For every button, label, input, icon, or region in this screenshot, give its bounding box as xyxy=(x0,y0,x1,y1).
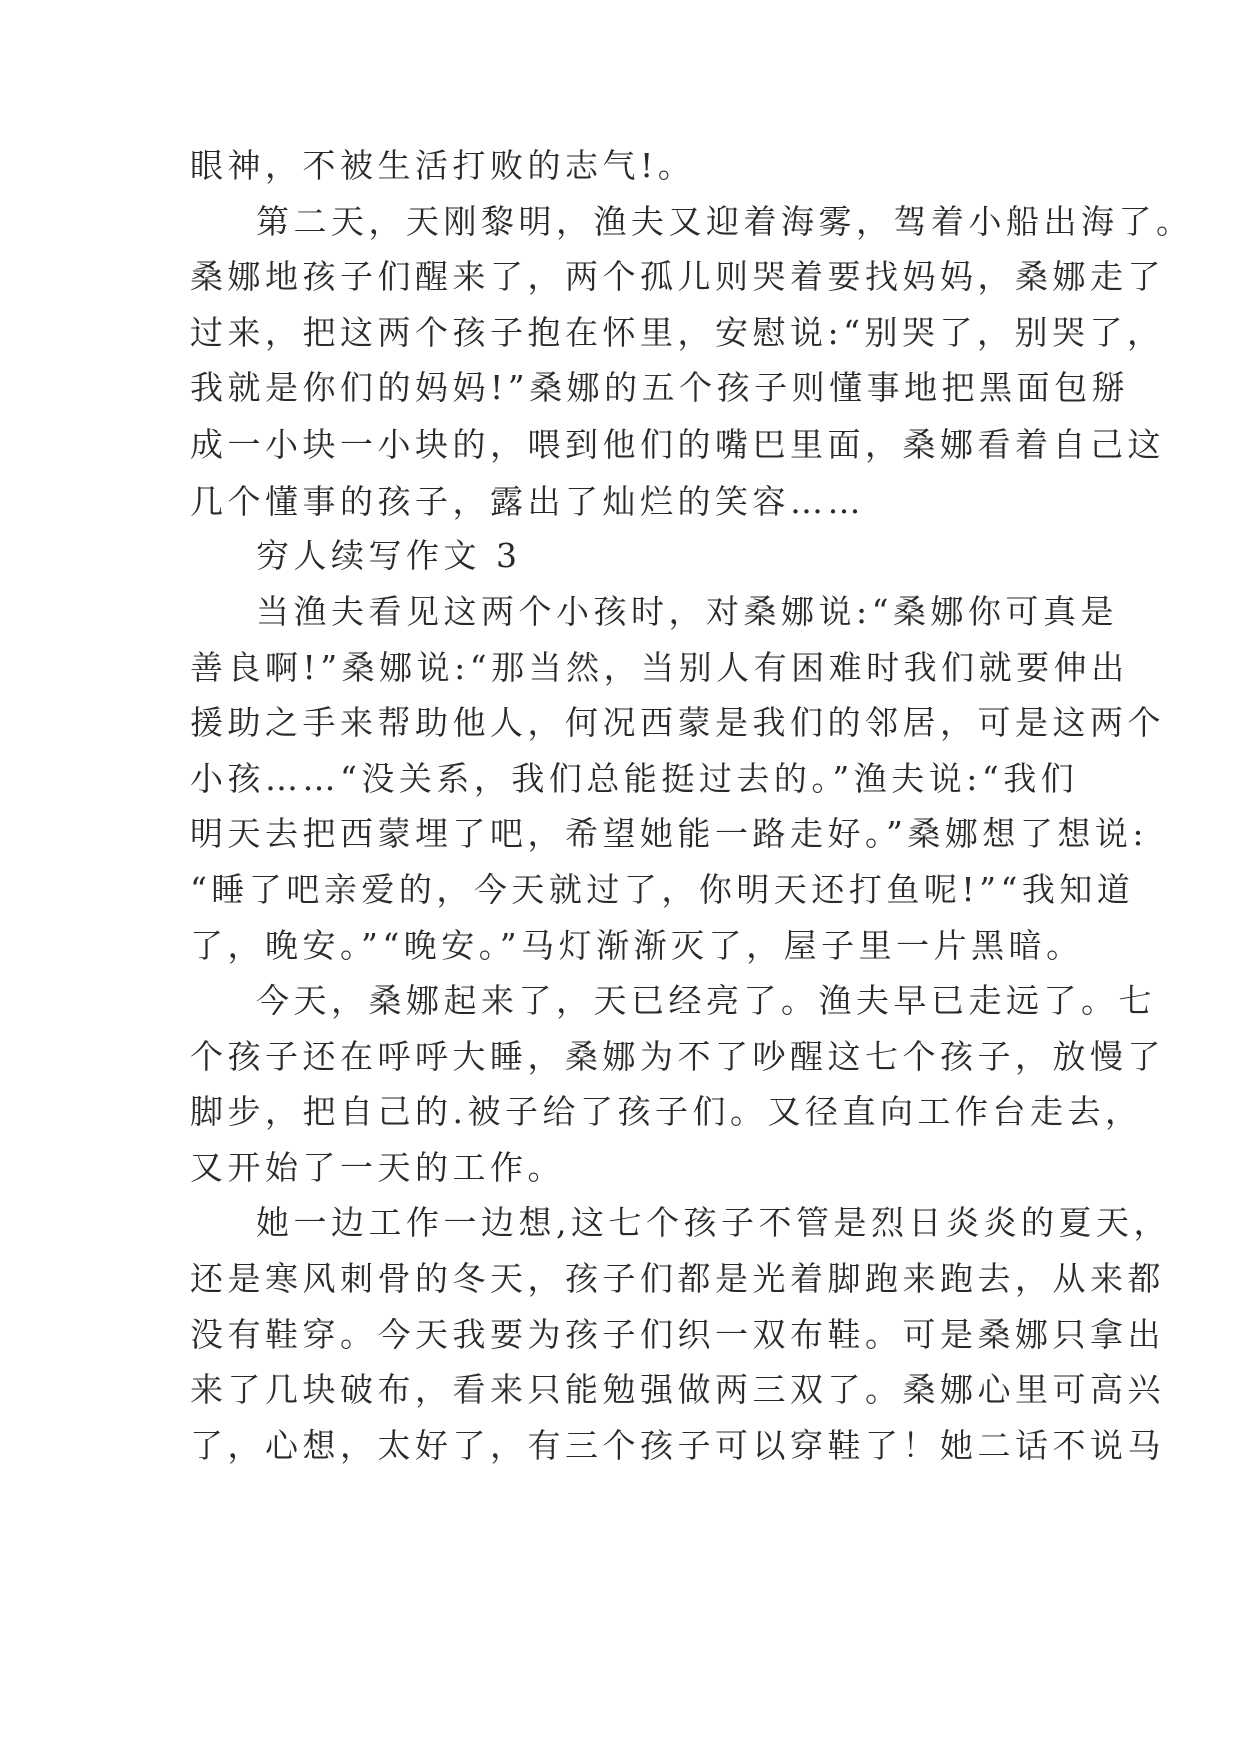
text-line: 眼神，不被生活打败的志气!。 xyxy=(190,146,696,185)
text-line: 过来，把这两个孩子抱在怀里，安慰说:“别哭了，别哭了， xyxy=(190,313,1165,352)
text-line: 没有鞋穿。今天我要为孩子们织一双布鞋。可是桑娜只拿出 xyxy=(190,1315,1165,1354)
text-line: 今天，桑娜起来了，天已经亮了。渔夫早已走远了。七 xyxy=(256,981,1156,1020)
text-line: 成一小块一小块的，喂到他们的嘴巴里面，桑娜看着自己这 xyxy=(190,425,1165,464)
text-line: 明天去把西蒙埋了吧，希望她能一路走好。”桑娜想了想说: xyxy=(190,814,1148,853)
text-line: 个孩子还在呼呼大睡，桑娜为不了吵醒这七个孩子，放慢了 xyxy=(190,1037,1165,1076)
text-line: 援助之手来帮助他人，何况西蒙是我们的邻居，可是这两个 xyxy=(190,703,1165,742)
text-line: 当渔夫看见这两个小孩时，对桑娜说:“桑娜你可真是 xyxy=(256,592,1118,631)
text-line: 又开始了一天的工作。 xyxy=(190,1148,565,1187)
text-line: 来了几块破布，看来只能勉强做两三双了。桑娜心里可高兴 xyxy=(190,1370,1165,1409)
text-line: 了，晚安。”“晚安。”马灯渐渐灭了，屋子里一片黑暗。 xyxy=(190,926,1084,965)
text-line: 还是寒风刺骨的冬天，孩子们都是光着脚跑来跑去，从来都 xyxy=(190,1259,1165,1298)
text-line: 小孩……“没关系，我们总能挺过去的。”渔夫说:“我们 xyxy=(190,759,1079,798)
section-heading: 穷人续写作文 3 xyxy=(256,536,522,575)
text-line: 她一边工作一边想,这七个孩子不管是烈日炎炎的夏天， xyxy=(256,1203,1171,1242)
text-line: 脚步，把自己的.被子给了孩子们。又径直向工作台走去， xyxy=(190,1092,1143,1131)
text-line: 善良啊!”桑娜说:“那当然，当别人有困难时我们就要伸出 xyxy=(190,648,1129,687)
text-line: 桑娜地孩子们醒来了，两个孤儿则哭着要找妈妈，桑娜走了 xyxy=(190,257,1165,296)
text-line: 第二天，天刚黎明，渔夫又迎着海雾，驾着小船出海了。 xyxy=(256,202,1194,241)
text-line: 几个懂事的孩子，露出了灿烂的笑容…… xyxy=(190,482,865,521)
text-line: 了，心想，太好了，有三个孩子可以穿鞋了！她二话不说马 xyxy=(190,1426,1165,1465)
text-line: 我就是你们的妈妈!”桑娜的五个孩子则懂事地把黑面包掰 xyxy=(190,368,1130,407)
text-line: “睡了吧亲爱的，今天就过了，你明天还打鱼呢!”“我知道 xyxy=(190,870,1135,909)
